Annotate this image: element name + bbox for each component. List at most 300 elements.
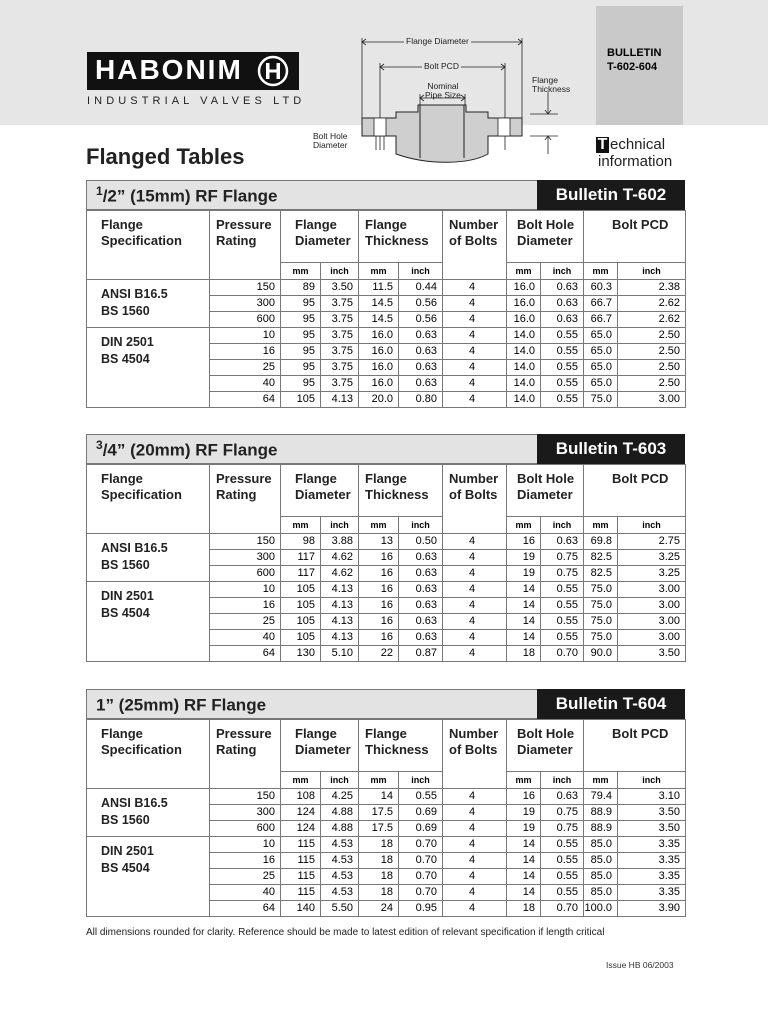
column-header: [87, 211, 210, 280]
table-cell: 3.50: [618, 646, 686, 662]
header-line2: Thickness: [365, 742, 429, 757]
table-cell: 0.69: [399, 805, 443, 821]
table-row: [87, 837, 686, 853]
table-cell: 0.63: [399, 630, 443, 646]
table-cell: 11.5: [359, 280, 399, 296]
table-cell: 13: [359, 534, 399, 550]
table-cell: 64: [210, 392, 281, 408]
table-cell: 88.9: [584, 821, 618, 837]
header-line1: Pressure: [216, 471, 272, 486]
table-cell: 0.55: [541, 344, 584, 360]
table-cell: 75.0: [584, 614, 618, 630]
table-cell: 4.25: [321, 789, 359, 805]
table-cell: 16: [210, 598, 281, 614]
table-cell: 4.13: [321, 630, 359, 646]
label-nominal-line1: Nominal: [427, 81, 459, 91]
table-cell: 19: [507, 550, 541, 566]
header-line2: of Bolts: [449, 487, 498, 502]
unit-label: inch: [321, 517, 359, 534]
table-cell: 0.63: [399, 598, 443, 614]
title-text: /4” (20mm) RF Flange: [102, 440, 278, 460]
unit-label: mm: [281, 772, 321, 789]
unit-label: inch: [618, 263, 686, 280]
table-cell: 0.56: [399, 312, 443, 328]
table-cell: 95: [281, 296, 321, 312]
tech-line2: information: [598, 153, 673, 170]
table-cell: 4.88: [321, 805, 359, 821]
spec-ansi: [87, 789, 210, 837]
column-header: [359, 211, 443, 263]
table-cell: 17.5: [359, 805, 399, 821]
table-cell: 14: [507, 598, 541, 614]
table-cell: 18: [359, 869, 399, 885]
table-cell: 3.75: [321, 344, 359, 360]
table-cell: 75.0: [584, 630, 618, 646]
table-cell: 14.0: [507, 360, 541, 376]
table-cell: 0.70: [399, 837, 443, 853]
unit-label: mm: [281, 517, 321, 534]
spec-line1: DIN 2501: [101, 589, 154, 603]
spec-din: [87, 582, 210, 662]
unit-label: mm: [359, 772, 399, 789]
table-cell: 85.0: [584, 853, 618, 869]
issue-date: Issue HB 06/2003: [606, 960, 674, 970]
table-cell: 16: [359, 566, 399, 582]
unit-label: inch: [618, 772, 686, 789]
title-fraction: 1: [96, 184, 103, 198]
table-cell: 150: [210, 280, 281, 296]
table-cell: 18: [507, 901, 541, 917]
header-line1: Bolt Hole: [517, 217, 575, 232]
table-cell: 0.75: [541, 566, 584, 582]
spec-line2: BS 1560: [101, 304, 150, 318]
table-cell: 14.0: [507, 392, 541, 408]
table-cell: 4.88: [321, 821, 359, 837]
table-cell: 14: [507, 869, 541, 885]
table-cell: 14: [507, 614, 541, 630]
unit-label: inch: [399, 517, 443, 534]
table-cell: 0.87: [399, 646, 443, 662]
table-cell: 14: [359, 789, 399, 805]
column-header-bolt-pcd: [584, 211, 686, 263]
unit-label: mm: [359, 263, 399, 280]
column-header: [443, 211, 507, 280]
table-cell: 82.5: [584, 550, 618, 566]
table-cell: 4: [443, 312, 507, 328]
table-cell: 24: [359, 901, 399, 917]
table-row: [87, 280, 686, 296]
table-cell: 25: [210, 614, 281, 630]
label-nominal-line2: Pipe Size: [425, 90, 461, 100]
label-bolt-hole-line1: Bolt Hole: [313, 131, 348, 141]
table-cell: 75.0: [584, 598, 618, 614]
label-bolt-hole-line2: Diameter: [313, 140, 348, 150]
spec-line1: DIN 2501: [101, 844, 154, 858]
table-cell: 69.8: [584, 534, 618, 550]
spec-din: [87, 837, 210, 917]
title-text: /2” (15mm) RF Flange: [102, 186, 278, 206]
header-line1: Flange: [295, 471, 337, 486]
table-cell: 14.5: [359, 296, 399, 312]
table-cell: 0.50: [399, 534, 443, 550]
table-cell: 0.55: [541, 630, 584, 646]
table-cell: 95: [281, 328, 321, 344]
header-line2: Specification: [101, 487, 182, 502]
table-cell: 105: [281, 630, 321, 646]
table-cell: 16.0: [359, 344, 399, 360]
table-cell: 0.55: [541, 376, 584, 392]
table-cell: 18: [359, 885, 399, 901]
tech-initial: T: [597, 136, 608, 153]
table-cell: 40: [210, 376, 281, 392]
spec-line1: ANSI B16.5: [101, 541, 168, 555]
table-cell: 3.35: [618, 885, 686, 901]
header-line2: Thickness: [365, 233, 429, 248]
header-line1: Flange: [101, 726, 143, 741]
table-cell: 14.0: [507, 344, 541, 360]
header-line2: Rating: [216, 233, 257, 248]
table-cell: 16: [359, 598, 399, 614]
label-nominal-pipe-size: [425, 82, 461, 100]
header-line1: Flange: [101, 217, 143, 232]
table-cell: 2.75: [618, 534, 686, 550]
table-cell: 85.0: [584, 869, 618, 885]
table-cell: 3.35: [618, 869, 686, 885]
unit-label: inch: [321, 772, 359, 789]
table-cell: 66.7: [584, 296, 618, 312]
company-subtitle: INDUSTRIAL VALVES LTD: [87, 95, 306, 107]
table-cell: 4: [443, 901, 507, 917]
table-cell: 16: [210, 344, 281, 360]
label-thickness-line1: Flange: [532, 75, 558, 85]
table-cell: 95: [281, 344, 321, 360]
table-cell: 115: [281, 837, 321, 853]
table-cell: 3.00: [618, 582, 686, 598]
table-cell: 95: [281, 312, 321, 328]
header-line2: Diameter: [295, 742, 351, 757]
table-cell: 22: [359, 646, 399, 662]
label-flange-thickness: [532, 76, 570, 94]
spec-ansi: [87, 534, 210, 582]
table-cell: 2.50: [618, 344, 686, 360]
flange-table: [86, 719, 686, 917]
column-header: [443, 720, 507, 789]
table-cell: 3.00: [618, 598, 686, 614]
header-line2: of Bolts: [449, 742, 498, 757]
table-cell: 3.50: [618, 821, 686, 837]
column-header: [443, 465, 507, 534]
flange-section-t604: [86, 689, 685, 917]
table-cell: 0.55: [541, 614, 584, 630]
table-cell: 0.55: [541, 582, 584, 598]
table-cell: 4: [443, 869, 507, 885]
table-cell: 14.0: [507, 376, 541, 392]
spec-line2: BS 4504: [101, 861, 150, 875]
spec-line2: BS 1560: [101, 558, 150, 572]
column-header: [87, 720, 210, 789]
table-cell: 0.55: [541, 885, 584, 901]
table-cell: 4: [443, 566, 507, 582]
section-title: [96, 693, 266, 716]
header-line1: Flange: [101, 471, 143, 486]
unit-label: mm: [507, 517, 541, 534]
table-cell: 0.63: [541, 296, 584, 312]
header-line1: Flange: [365, 471, 407, 486]
header-line1: Pressure: [216, 217, 272, 232]
header-line2: Diameter: [295, 487, 351, 502]
table-cell: 88.9: [584, 805, 618, 821]
column-header: [210, 211, 281, 280]
table-cell: 0.63: [399, 566, 443, 582]
column-header: [281, 211, 359, 263]
column-header: [210, 720, 281, 789]
table-cell: 14: [507, 630, 541, 646]
logo-emblem-icon: [257, 55, 289, 87]
flange-diagram: [300, 30, 600, 180]
column-header: [87, 465, 210, 534]
table-cell: 3.75: [321, 376, 359, 392]
table-cell: 0.63: [399, 376, 443, 392]
header-line2: Rating: [216, 742, 257, 757]
table-cell: 600: [210, 312, 281, 328]
table-cell: 0.63: [541, 789, 584, 805]
section-header: [86, 180, 685, 210]
table-cell: 4: [443, 582, 507, 598]
table-cell: 0.69: [399, 821, 443, 837]
table-cell: 4: [443, 534, 507, 550]
header-line2: Specification: [101, 233, 182, 248]
flange-table: [86, 210, 686, 408]
table-cell: 115: [281, 853, 321, 869]
table-cell: 4: [443, 376, 507, 392]
table-row: [87, 789, 686, 805]
table-cell: 300: [210, 296, 281, 312]
spec-line1: ANSI B16.5: [101, 796, 168, 810]
spec-line2: BS 4504: [101, 606, 150, 620]
table-cell: 100.0: [584, 901, 618, 917]
table-cell: 5.50: [321, 901, 359, 917]
table-cell: 4.13: [321, 598, 359, 614]
table-cell: 3.50: [618, 805, 686, 821]
table-cell: 14: [507, 582, 541, 598]
table-row: [87, 534, 686, 550]
spec-line1: ANSI B16.5: [101, 287, 168, 301]
table-cell: 4: [443, 853, 507, 869]
table-cell: 65.0: [584, 328, 618, 344]
table-cell: 66.7: [584, 312, 618, 328]
table-cell: 3.00: [618, 392, 686, 408]
table-cell: 25: [210, 869, 281, 885]
table-cell: 10: [210, 328, 281, 344]
table-cell: 105: [281, 614, 321, 630]
table-cell: 3.75: [321, 360, 359, 376]
table-cell: 18: [507, 646, 541, 662]
table-cell: 14: [507, 853, 541, 869]
table-cell: 4.53: [321, 853, 359, 869]
table-cell: 19: [507, 805, 541, 821]
table-cell: 0.56: [399, 296, 443, 312]
column-header-bolt-pcd: [584, 720, 686, 772]
flange-drawing: [300, 30, 600, 180]
table-cell: 0.75: [541, 550, 584, 566]
table-cell: 16: [359, 630, 399, 646]
table-cell: 600: [210, 821, 281, 837]
table-cell: 0.55: [541, 869, 584, 885]
column-header: [210, 465, 281, 534]
table-cell: 90.0: [584, 646, 618, 662]
flange-section-t602: [86, 180, 685, 408]
flange-table: [86, 464, 686, 662]
table-cell: 19: [507, 821, 541, 837]
unit-label: mm: [281, 263, 321, 280]
table-cell: 0.80: [399, 392, 443, 408]
section-title: [96, 438, 277, 461]
spec-line2: BS 1560: [101, 813, 150, 827]
table-cell: 300: [210, 805, 281, 821]
logo-text: HABONIM: [95, 54, 243, 85]
table-cell: 0.55: [541, 598, 584, 614]
table-cell: 3.75: [321, 312, 359, 328]
table-cell: 0.63: [399, 582, 443, 598]
header-line2: Diameter: [517, 742, 573, 757]
table-cell: 2.50: [618, 360, 686, 376]
header-line2: of Bolts: [449, 233, 498, 248]
table-cell: 14: [507, 837, 541, 853]
table-cell: 0.44: [399, 280, 443, 296]
table-cell: 4: [443, 550, 507, 566]
table-cell: 0.55: [541, 360, 584, 376]
table-cell: 4: [443, 630, 507, 646]
technical-information: [596, 136, 686, 170]
table-cell: 4: [443, 821, 507, 837]
label-flange-diameter: Flange Diameter: [406, 36, 469, 46]
table-cell: 0.70: [399, 885, 443, 901]
table-cell: 60.3: [584, 280, 618, 296]
table-cell: 4: [443, 360, 507, 376]
title-fraction: 3: [96, 438, 103, 452]
table-cell: 4.62: [321, 550, 359, 566]
column-header: [281, 720, 359, 772]
table-cell: 4: [443, 296, 507, 312]
table-cell: 105: [281, 392, 321, 408]
table-cell: 17.5: [359, 821, 399, 837]
table-cell: 14.5: [359, 312, 399, 328]
table-cell: 16: [507, 534, 541, 550]
table-cell: 16: [210, 853, 281, 869]
bulletin-label-text: BULLETIN: [607, 47, 662, 59]
column-header: [507, 465, 584, 517]
table-cell: 4.53: [321, 885, 359, 901]
table-cell: 14: [507, 885, 541, 901]
table-cell: 3.35: [618, 853, 686, 869]
table-cell: 124: [281, 805, 321, 821]
table-cell: 16: [359, 614, 399, 630]
header-line1: Bolt PCD: [612, 726, 669, 741]
table-cell: 600: [210, 566, 281, 582]
header-line2: Diameter: [517, 487, 573, 502]
table-cell: 0.55: [399, 789, 443, 805]
section-title: [96, 184, 277, 207]
table-cell: 0.70: [399, 853, 443, 869]
footnote: All dimensions rounded for clarity. Reference should be made to latest edition of relevant specification if length critical: [86, 927, 605, 938]
header-line2: Specification: [101, 742, 182, 757]
table-cell: 19: [507, 566, 541, 582]
table-cell: 130: [281, 646, 321, 662]
table-cell: 3.00: [618, 630, 686, 646]
spec-line2: BS 4504: [101, 352, 150, 366]
table-cell: 4: [443, 328, 507, 344]
table-cell: 4: [443, 837, 507, 853]
table-cell: 0.63: [541, 280, 584, 296]
table-row: [87, 328, 686, 344]
header-line2: Diameter: [295, 233, 351, 248]
table-cell: 0.63: [399, 550, 443, 566]
table-cell: 0.55: [541, 853, 584, 869]
table-cell: 150: [210, 789, 281, 805]
table-cell: 16.0: [507, 296, 541, 312]
table-cell: 0.55: [541, 328, 584, 344]
unit-label: mm: [507, 263, 541, 280]
unit-label: mm: [584, 772, 618, 789]
table-cell: 4.13: [321, 614, 359, 630]
table-row: [87, 582, 686, 598]
header-line1: Flange: [295, 217, 337, 232]
table-cell: 117: [281, 550, 321, 566]
table-cell: 5.10: [321, 646, 359, 662]
table-cell: 3.90: [618, 901, 686, 917]
header-line1: Number: [449, 471, 499, 486]
header-line1: Pressure: [216, 726, 272, 741]
table-cell: 16.0: [359, 328, 399, 344]
table-cell: 124: [281, 821, 321, 837]
table-cell: 89: [281, 280, 321, 296]
table-cell: 0.70: [399, 869, 443, 885]
table-cell: 65.0: [584, 376, 618, 392]
header-line1: Bolt Hole: [517, 726, 575, 741]
table-cell: 64: [210, 646, 281, 662]
table-cell: 16.0: [359, 376, 399, 392]
table-cell: 18: [359, 837, 399, 853]
header-line1: Flange: [365, 726, 407, 741]
table-cell: 2.62: [618, 296, 686, 312]
table-cell: 16: [359, 582, 399, 598]
table-cell: 10: [210, 837, 281, 853]
section-header: [86, 434, 685, 464]
table-cell: 0.63: [399, 344, 443, 360]
table-cell: 117: [281, 566, 321, 582]
table-cell: 0.55: [541, 392, 584, 408]
header-line1: Bolt PCD: [612, 471, 669, 486]
column-header: [281, 465, 359, 517]
table-cell: 0.63: [399, 614, 443, 630]
bulletin-badge: Bulletin T-604: [537, 689, 685, 719]
spec-din: [87, 328, 210, 408]
table-cell: 4: [443, 646, 507, 662]
table-cell: 150: [210, 534, 281, 550]
unit-label: mm: [507, 772, 541, 789]
label-bolt-pcd: Bolt PCD: [424, 61, 459, 71]
table-cell: 3.00: [618, 614, 686, 630]
spec-line1: DIN 2501: [101, 335, 154, 349]
table-cell: 75.0: [584, 582, 618, 598]
table-cell: 115: [281, 869, 321, 885]
table-cell: 82.5: [584, 566, 618, 582]
label-thickness-line2: Thickness: [532, 84, 571, 94]
table-cell: 105: [281, 582, 321, 598]
unit-label: inch: [399, 772, 443, 789]
table-cell: 4.53: [321, 837, 359, 853]
table-cell: 2.50: [618, 376, 686, 392]
